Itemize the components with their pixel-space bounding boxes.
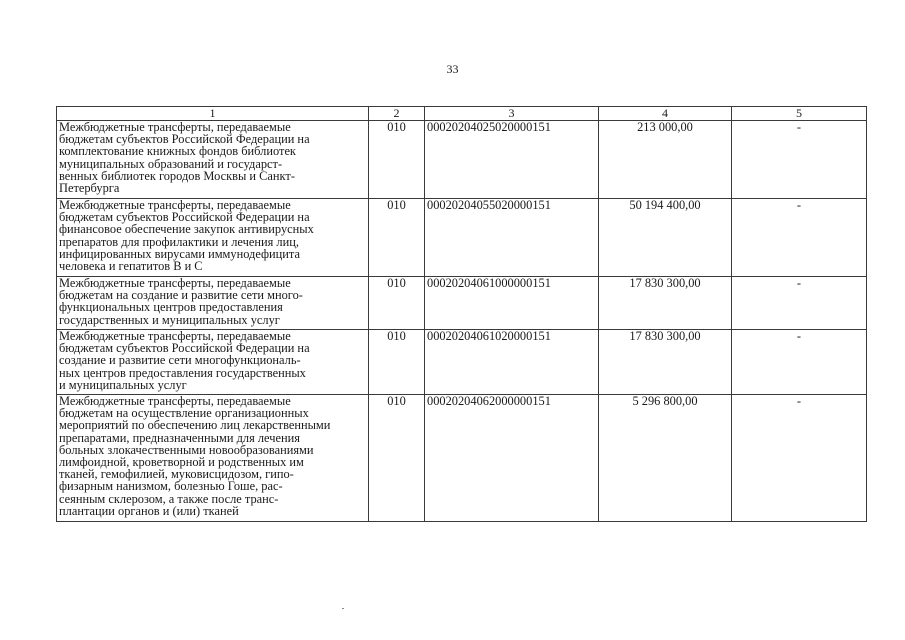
description-line: Межбюджетные трансферты, передаваемые	[59, 120, 291, 134]
header-row	[57, 107, 867, 121]
description-line: препаратами, предназначенными для лечения	[59, 430, 300, 445]
header-col-4: 4	[599, 107, 732, 121]
description-line: функциональных центров предоставления	[59, 300, 283, 315]
row-amount: 50 194 400,00	[599, 199, 732, 277]
description-line: Межбюджетные трансферты, передаваемые	[59, 276, 291, 290]
table-row	[57, 330, 867, 395]
table-row	[57, 121, 867, 199]
header-col-2: 2	[369, 107, 425, 121]
table-row	[57, 395, 867, 522]
row-col5: -	[732, 277, 867, 330]
description-line: бюджетам субъектов Российской Федерации на	[59, 210, 310, 225]
row-description	[57, 199, 369, 277]
description-line: финансовое обеспечение закупок антивирусных	[59, 222, 314, 237]
description-line: бюджетам субъектов Российской Федерации на	[59, 132, 310, 147]
description-line: государственных и муниципальных услуг	[59, 312, 280, 327]
scan-speck	[342, 608, 344, 609]
row-col5: -	[732, 199, 867, 277]
description-line: плантации органов и (или) тканей	[59, 503, 239, 518]
row-description	[57, 121, 369, 199]
description-line: человека и гепатитов В и С	[59, 259, 203, 274]
table-row	[57, 277, 867, 330]
description-line: больных злокачественными новообразованиями	[59, 442, 314, 457]
row-code: 010	[369, 199, 425, 277]
description-line: венных библиотек городов Москвы и Санкт-	[59, 168, 295, 183]
row-kbk: 00020204061000000151	[425, 277, 599, 330]
row-kbk: 00020204055020000151	[425, 199, 599, 277]
description-line: Межбюджетные трансферты, передаваемые	[59, 329, 291, 343]
description-line: инфицированных вирусами иммунодефицита	[59, 246, 300, 261]
description-line: лимфоидной, кроветворной и родственных им	[59, 455, 304, 470]
description-line: мероприятий по обеспечению лиц лекарственными	[59, 418, 331, 433]
description-line: и муниципальных услуг	[59, 377, 187, 392]
row-amount: 213 000,00	[599, 121, 732, 199]
header-col-5: 5	[732, 107, 867, 121]
row-amount: 5 296 800,00	[599, 395, 732, 522]
row-code: 010	[369, 330, 425, 395]
description-line: бюджетам на осуществление организационных	[59, 406, 309, 421]
row-code: 010	[369, 277, 425, 330]
row-code: 010	[369, 395, 425, 522]
header-col-1: 1	[57, 107, 369, 121]
description-line: препаратов для профилактики и лечения лиц,	[59, 234, 299, 249]
row-amount: 17 830 300,00	[599, 330, 732, 395]
row-col5: -	[732, 330, 867, 395]
row-description	[57, 395, 369, 522]
description-line: ных центров предоставления государственных	[59, 365, 306, 380]
row-kbk: 00020204062000000151	[425, 395, 599, 522]
row-col5: -	[732, 395, 867, 522]
description-line: физарным нанизмом, болезнью Гоше, рас-	[59, 479, 283, 494]
row-description	[57, 330, 369, 395]
description-line: муниципальных образований и государст-	[59, 156, 283, 171]
row-code: 010	[369, 121, 425, 199]
page-number: 33	[446, 62, 459, 76]
description-line: Межбюджетные трансферты, передаваемые	[59, 198, 291, 212]
budget-table	[56, 106, 867, 522]
description-line: бюджетам субъектов Российской Федерации на	[59, 341, 310, 356]
description-line: бюджетам на создание и развитие сети много-	[59, 288, 303, 303]
row-description	[57, 277, 369, 330]
row-kbk: 00020204061020000151	[425, 330, 599, 395]
description-line: сеянным склерозом, а также после транс-	[59, 491, 279, 506]
description-line: Межбюджетные трансферты, передаваемые	[59, 394, 291, 408]
description-line: создание и развитие сети многофункциональ-	[59, 353, 301, 368]
row-kbk: 00020204025020000151	[425, 121, 599, 199]
description-line: комплектование книжных фондов библиотек	[59, 144, 296, 159]
row-amount: 17 830 300,00	[599, 277, 732, 330]
description-line: тканей, гемофилией, муковисцидозом, гипо-	[59, 467, 294, 482]
description-line: Петербурга	[59, 181, 120, 196]
header-col-3: 3	[425, 107, 599, 121]
table-row	[57, 199, 867, 277]
row-col5: -	[732, 121, 867, 199]
